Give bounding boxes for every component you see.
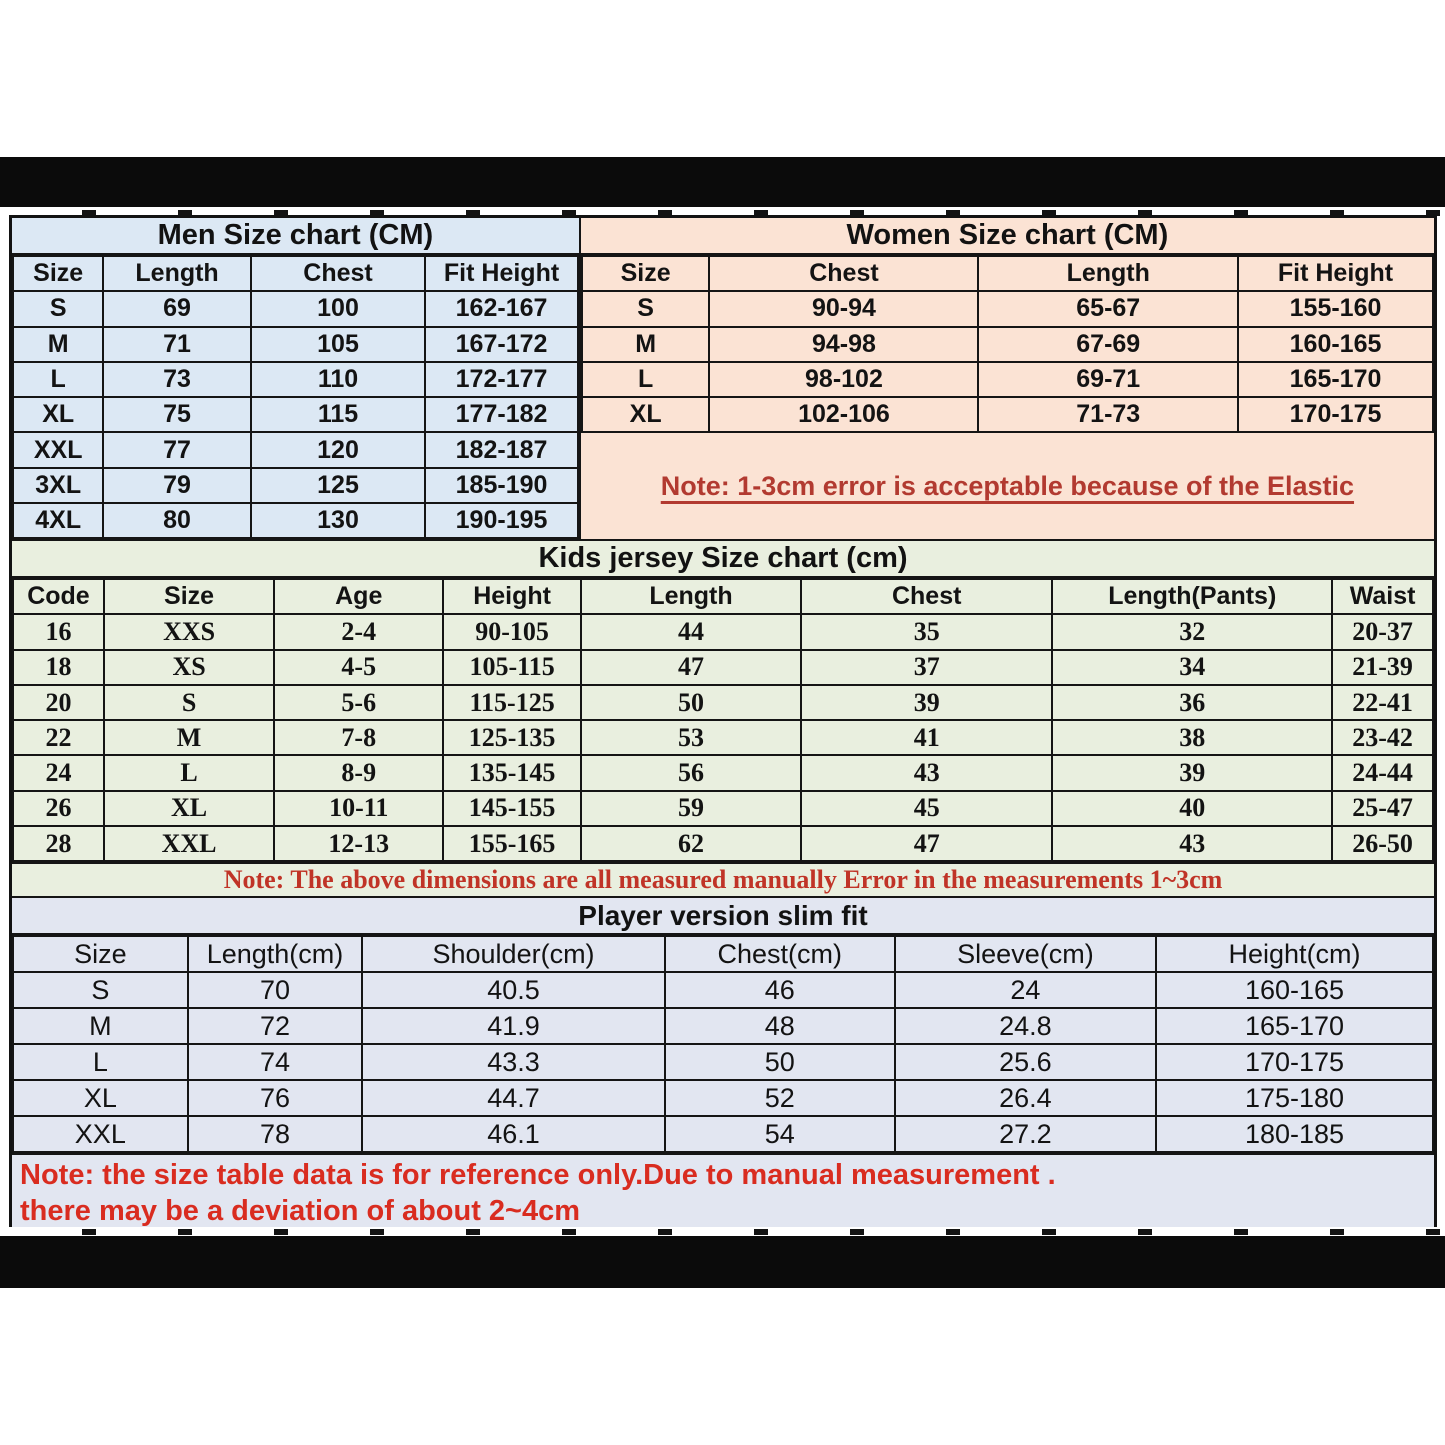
table-cell: S xyxy=(13,291,103,326)
table-cell: 50 xyxy=(665,1044,895,1080)
table-row xyxy=(13,755,1433,790)
table-cell: M xyxy=(104,720,274,755)
table-cell: 28 xyxy=(13,826,104,861)
column-header: Sleeve(cm) xyxy=(895,936,1156,972)
table-cell: 43 xyxy=(1052,826,1332,861)
table-cell: 34 xyxy=(1052,650,1332,685)
table-cell: 76 xyxy=(188,1080,363,1116)
table-cell: L xyxy=(104,755,274,790)
table-cell: 12-13 xyxy=(274,826,443,861)
table-cell: 175-180 xyxy=(1156,1080,1433,1116)
table-row xyxy=(13,1080,1433,1116)
table-row xyxy=(13,291,578,326)
table-cell: 155-165 xyxy=(443,826,581,861)
table-cell: 74 xyxy=(188,1044,363,1080)
table-row xyxy=(13,432,578,467)
men-table xyxy=(12,255,579,539)
table-row xyxy=(13,650,1433,685)
table-cell: 7-8 xyxy=(274,720,443,755)
table-cell: 43.3 xyxy=(362,1044,664,1080)
table-cell: L xyxy=(582,362,710,397)
table-cell: 20-37 xyxy=(1332,614,1433,649)
table-cell: 44 xyxy=(581,614,801,649)
table-cell: 65-67 xyxy=(978,291,1238,326)
column-header: Length xyxy=(978,256,1238,291)
column-header: Waist xyxy=(1332,579,1433,614)
column-header: Height xyxy=(443,579,581,614)
table-cell: XXL xyxy=(13,432,103,467)
table-cell: 125 xyxy=(251,468,426,503)
table-cell: 2-4 xyxy=(274,614,443,649)
table-cell: 26-50 xyxy=(1332,826,1433,861)
table-cell: 5-6 xyxy=(274,685,443,720)
table-row xyxy=(13,1116,1433,1152)
women-elastic-note xyxy=(581,433,1434,539)
women-chart-title: Women Size chart (CM) xyxy=(581,218,1434,255)
table-cell: 48 xyxy=(665,1008,895,1044)
column-header: Chest xyxy=(251,256,426,291)
men-header-row xyxy=(13,256,578,291)
column-header: Chest(cm) xyxy=(665,936,895,972)
column-header: Chest xyxy=(709,256,978,291)
women-header-row xyxy=(582,256,1433,291)
column-header: Fit Height xyxy=(1238,256,1433,291)
table-cell: XXL xyxy=(13,1116,188,1152)
table-cell: 22 xyxy=(13,720,104,755)
table-cell: 135-145 xyxy=(443,755,581,790)
column-header: Size xyxy=(582,256,710,291)
table-cell: 100 xyxy=(251,291,426,326)
table-cell: S xyxy=(104,685,274,720)
table-cell: 39 xyxy=(1052,755,1332,790)
table-cell: S xyxy=(582,291,710,326)
kids-size-chart xyxy=(12,539,1434,896)
table-cell: 26.4 xyxy=(895,1080,1156,1116)
table-cell: 26 xyxy=(13,791,104,826)
table-cell: 67-69 xyxy=(978,327,1238,362)
table-cell: 41 xyxy=(801,720,1052,755)
table-cell: 182-187 xyxy=(425,432,578,467)
table-row xyxy=(13,791,1433,826)
bottom-black-bar xyxy=(0,1236,1445,1288)
table-cell: 47 xyxy=(801,826,1052,861)
table-cell: XL xyxy=(582,397,710,432)
table-cell: 102-106 xyxy=(709,397,978,432)
table-cell: XXL xyxy=(104,826,274,861)
table-cell: 22-41 xyxy=(1332,685,1433,720)
table-cell: 40 xyxy=(1052,791,1332,826)
table-cell: 71-73 xyxy=(978,397,1238,432)
table-row xyxy=(13,720,1433,755)
table-row xyxy=(13,362,578,397)
table-cell: 50 xyxy=(581,685,801,720)
kids-chart-title: Kids jersey Size chart (cm) xyxy=(12,541,1434,578)
table-cell: 24.8 xyxy=(895,1008,1156,1044)
table-row xyxy=(13,826,1433,861)
men-chart-title: Men Size chart (CM) xyxy=(12,218,579,255)
table-cell: 54 xyxy=(665,1116,895,1152)
column-header: Size xyxy=(104,579,274,614)
kids-header-row xyxy=(13,579,1433,614)
table-cell: 77 xyxy=(103,432,250,467)
table-cell: 16 xyxy=(13,614,104,649)
women-elastic-note-text: Note: 1-3cm error is acceptable because of the Elastic xyxy=(660,470,1355,501)
table-cell: 59 xyxy=(581,791,801,826)
table-cell: 130 xyxy=(251,503,426,538)
table-cell: XL xyxy=(13,1080,188,1116)
table-cell: 21-39 xyxy=(1332,650,1433,685)
table-cell: XL xyxy=(104,791,274,826)
table-cell: 24-44 xyxy=(1332,755,1433,790)
table-row xyxy=(13,468,578,503)
table-cell: 105-115 xyxy=(443,650,581,685)
reference-note xyxy=(12,1153,1434,1231)
table-cell: 3XL xyxy=(13,468,103,503)
table-cell: 170-175 xyxy=(1156,1044,1433,1080)
column-header: Length(cm) xyxy=(188,936,363,972)
table-cell: 32 xyxy=(1052,614,1332,649)
table-row xyxy=(13,1044,1433,1080)
table-cell: 39 xyxy=(801,685,1052,720)
table-cell: 79 xyxy=(103,468,250,503)
top-black-bar xyxy=(0,157,1445,207)
table-cell: 27.2 xyxy=(895,1116,1156,1152)
table-cell: L xyxy=(13,1044,188,1080)
table-row xyxy=(582,362,1433,397)
table-cell: 23-42 xyxy=(1332,720,1433,755)
reference-note-line1: Note: the size table data is for reference only.Due to manual measurement . xyxy=(20,1159,1056,1192)
table-cell: 10-11 xyxy=(274,791,443,826)
table-cell: L xyxy=(13,362,103,397)
column-header: Height(cm) xyxy=(1156,936,1433,972)
table-cell: 105 xyxy=(251,327,426,362)
table-cell: 72 xyxy=(188,1008,363,1044)
table-row xyxy=(582,327,1433,362)
women-table xyxy=(581,255,1434,433)
player-chart-title: Player version slim fit xyxy=(12,898,1434,935)
table-cell: 52 xyxy=(665,1080,895,1116)
column-header: Size xyxy=(13,256,103,291)
table-cell: 180-185 xyxy=(1156,1116,1433,1152)
table-cell: 18 xyxy=(13,650,104,685)
kids-measurement-note: Note: The above dimensions are all measured manually Error in the measurements 1~3cm xyxy=(12,862,1434,896)
table-cell: 73 xyxy=(103,362,250,397)
table-cell: 155-160 xyxy=(1238,291,1433,326)
table-cell: 36 xyxy=(1052,685,1332,720)
table-cell: 47 xyxy=(581,650,801,685)
table-cell: 190-195 xyxy=(425,503,578,538)
size-chart-sheet xyxy=(9,215,1437,1227)
table-cell: 75 xyxy=(103,397,250,432)
player-version-chart xyxy=(12,896,1434,1153)
table-cell: 44.7 xyxy=(362,1080,664,1116)
column-header: Age xyxy=(274,579,443,614)
table-cell: 56 xyxy=(581,755,801,790)
table-cell: 90-105 xyxy=(443,614,581,649)
table-cell: XL xyxy=(13,397,103,432)
table-row xyxy=(13,503,578,538)
table-cell: 43 xyxy=(801,755,1052,790)
table-cell: 35 xyxy=(801,614,1052,649)
table-cell: M xyxy=(13,327,103,362)
table-cell: 98-102 xyxy=(709,362,978,397)
table-cell: S xyxy=(13,972,188,1008)
column-header: Chest xyxy=(801,579,1052,614)
table-cell: 4XL xyxy=(13,503,103,538)
men-size-chart xyxy=(12,218,581,539)
column-header: Shoulder(cm) xyxy=(362,936,664,972)
column-header: Fit Height xyxy=(425,256,578,291)
table-cell: 160-165 xyxy=(1238,327,1433,362)
table-cell: 160-165 xyxy=(1156,972,1433,1008)
table-cell: 46.1 xyxy=(362,1116,664,1152)
table-cell: 25.6 xyxy=(895,1044,1156,1080)
table-cell: 167-172 xyxy=(425,327,578,362)
table-cell: XXS xyxy=(104,614,274,649)
table-cell: 46 xyxy=(665,972,895,1008)
table-row xyxy=(13,1008,1433,1044)
table-row xyxy=(582,291,1433,326)
table-cell: 38 xyxy=(1052,720,1332,755)
table-cell: 165-170 xyxy=(1238,362,1433,397)
table-cell: 8-9 xyxy=(274,755,443,790)
bottom-column-tick-strip xyxy=(0,1227,1445,1235)
table-row xyxy=(582,397,1433,432)
table-cell: 78 xyxy=(188,1116,363,1152)
player-table xyxy=(12,935,1434,1153)
table-row xyxy=(13,685,1433,720)
table-cell: M xyxy=(582,327,710,362)
table-cell: 115 xyxy=(251,397,426,432)
men-women-section xyxy=(12,218,1434,539)
table-cell: 20 xyxy=(13,685,104,720)
table-cell: 69-71 xyxy=(978,362,1238,397)
table-cell: 94-98 xyxy=(709,327,978,362)
table-cell: 41.9 xyxy=(362,1008,664,1044)
table-cell: 172-177 xyxy=(425,362,578,397)
table-row xyxy=(13,397,578,432)
table-cell: 69 xyxy=(103,291,250,326)
table-cell: 177-182 xyxy=(425,397,578,432)
table-cell: XS xyxy=(104,650,274,685)
table-cell: 37 xyxy=(801,650,1052,685)
reference-note-line2: there may be a deviation of about 2~4cm xyxy=(20,1195,581,1228)
table-cell: 170-175 xyxy=(1238,397,1433,432)
table-cell: 70 xyxy=(188,972,363,1008)
table-cell: 115-125 xyxy=(443,685,581,720)
table-cell: 165-170 xyxy=(1156,1008,1433,1044)
column-header: Code xyxy=(13,579,104,614)
table-cell: 185-190 xyxy=(425,468,578,503)
column-header: Length xyxy=(103,256,250,291)
table-cell: 71 xyxy=(103,327,250,362)
table-cell: 25-47 xyxy=(1332,791,1433,826)
column-header: Length(Pants) xyxy=(1052,579,1332,614)
table-cell: 145-155 xyxy=(443,791,581,826)
table-cell: 110 xyxy=(251,362,426,397)
table-cell: 120 xyxy=(251,432,426,467)
column-header: Size xyxy=(13,936,188,972)
kids-table xyxy=(12,578,1434,862)
table-cell: 40.5 xyxy=(362,972,664,1008)
player-header-row xyxy=(13,936,1433,972)
table-cell: 45 xyxy=(801,791,1052,826)
table-cell: 53 xyxy=(581,720,801,755)
table-row xyxy=(13,327,578,362)
table-cell: 125-135 xyxy=(443,720,581,755)
table-cell: 80 xyxy=(103,503,250,538)
women-size-chart xyxy=(581,218,1434,539)
table-row xyxy=(13,614,1433,649)
table-cell: 90-94 xyxy=(709,291,978,326)
table-cell: 4-5 xyxy=(274,650,443,685)
table-cell: M xyxy=(13,1008,188,1044)
table-cell: 24 xyxy=(13,755,104,790)
table-cell: 62 xyxy=(581,826,801,861)
table-row xyxy=(13,972,1433,1008)
table-cell: 162-167 xyxy=(425,291,578,326)
table-cell: 24 xyxy=(895,972,1156,1008)
column-header: Length xyxy=(581,579,801,614)
